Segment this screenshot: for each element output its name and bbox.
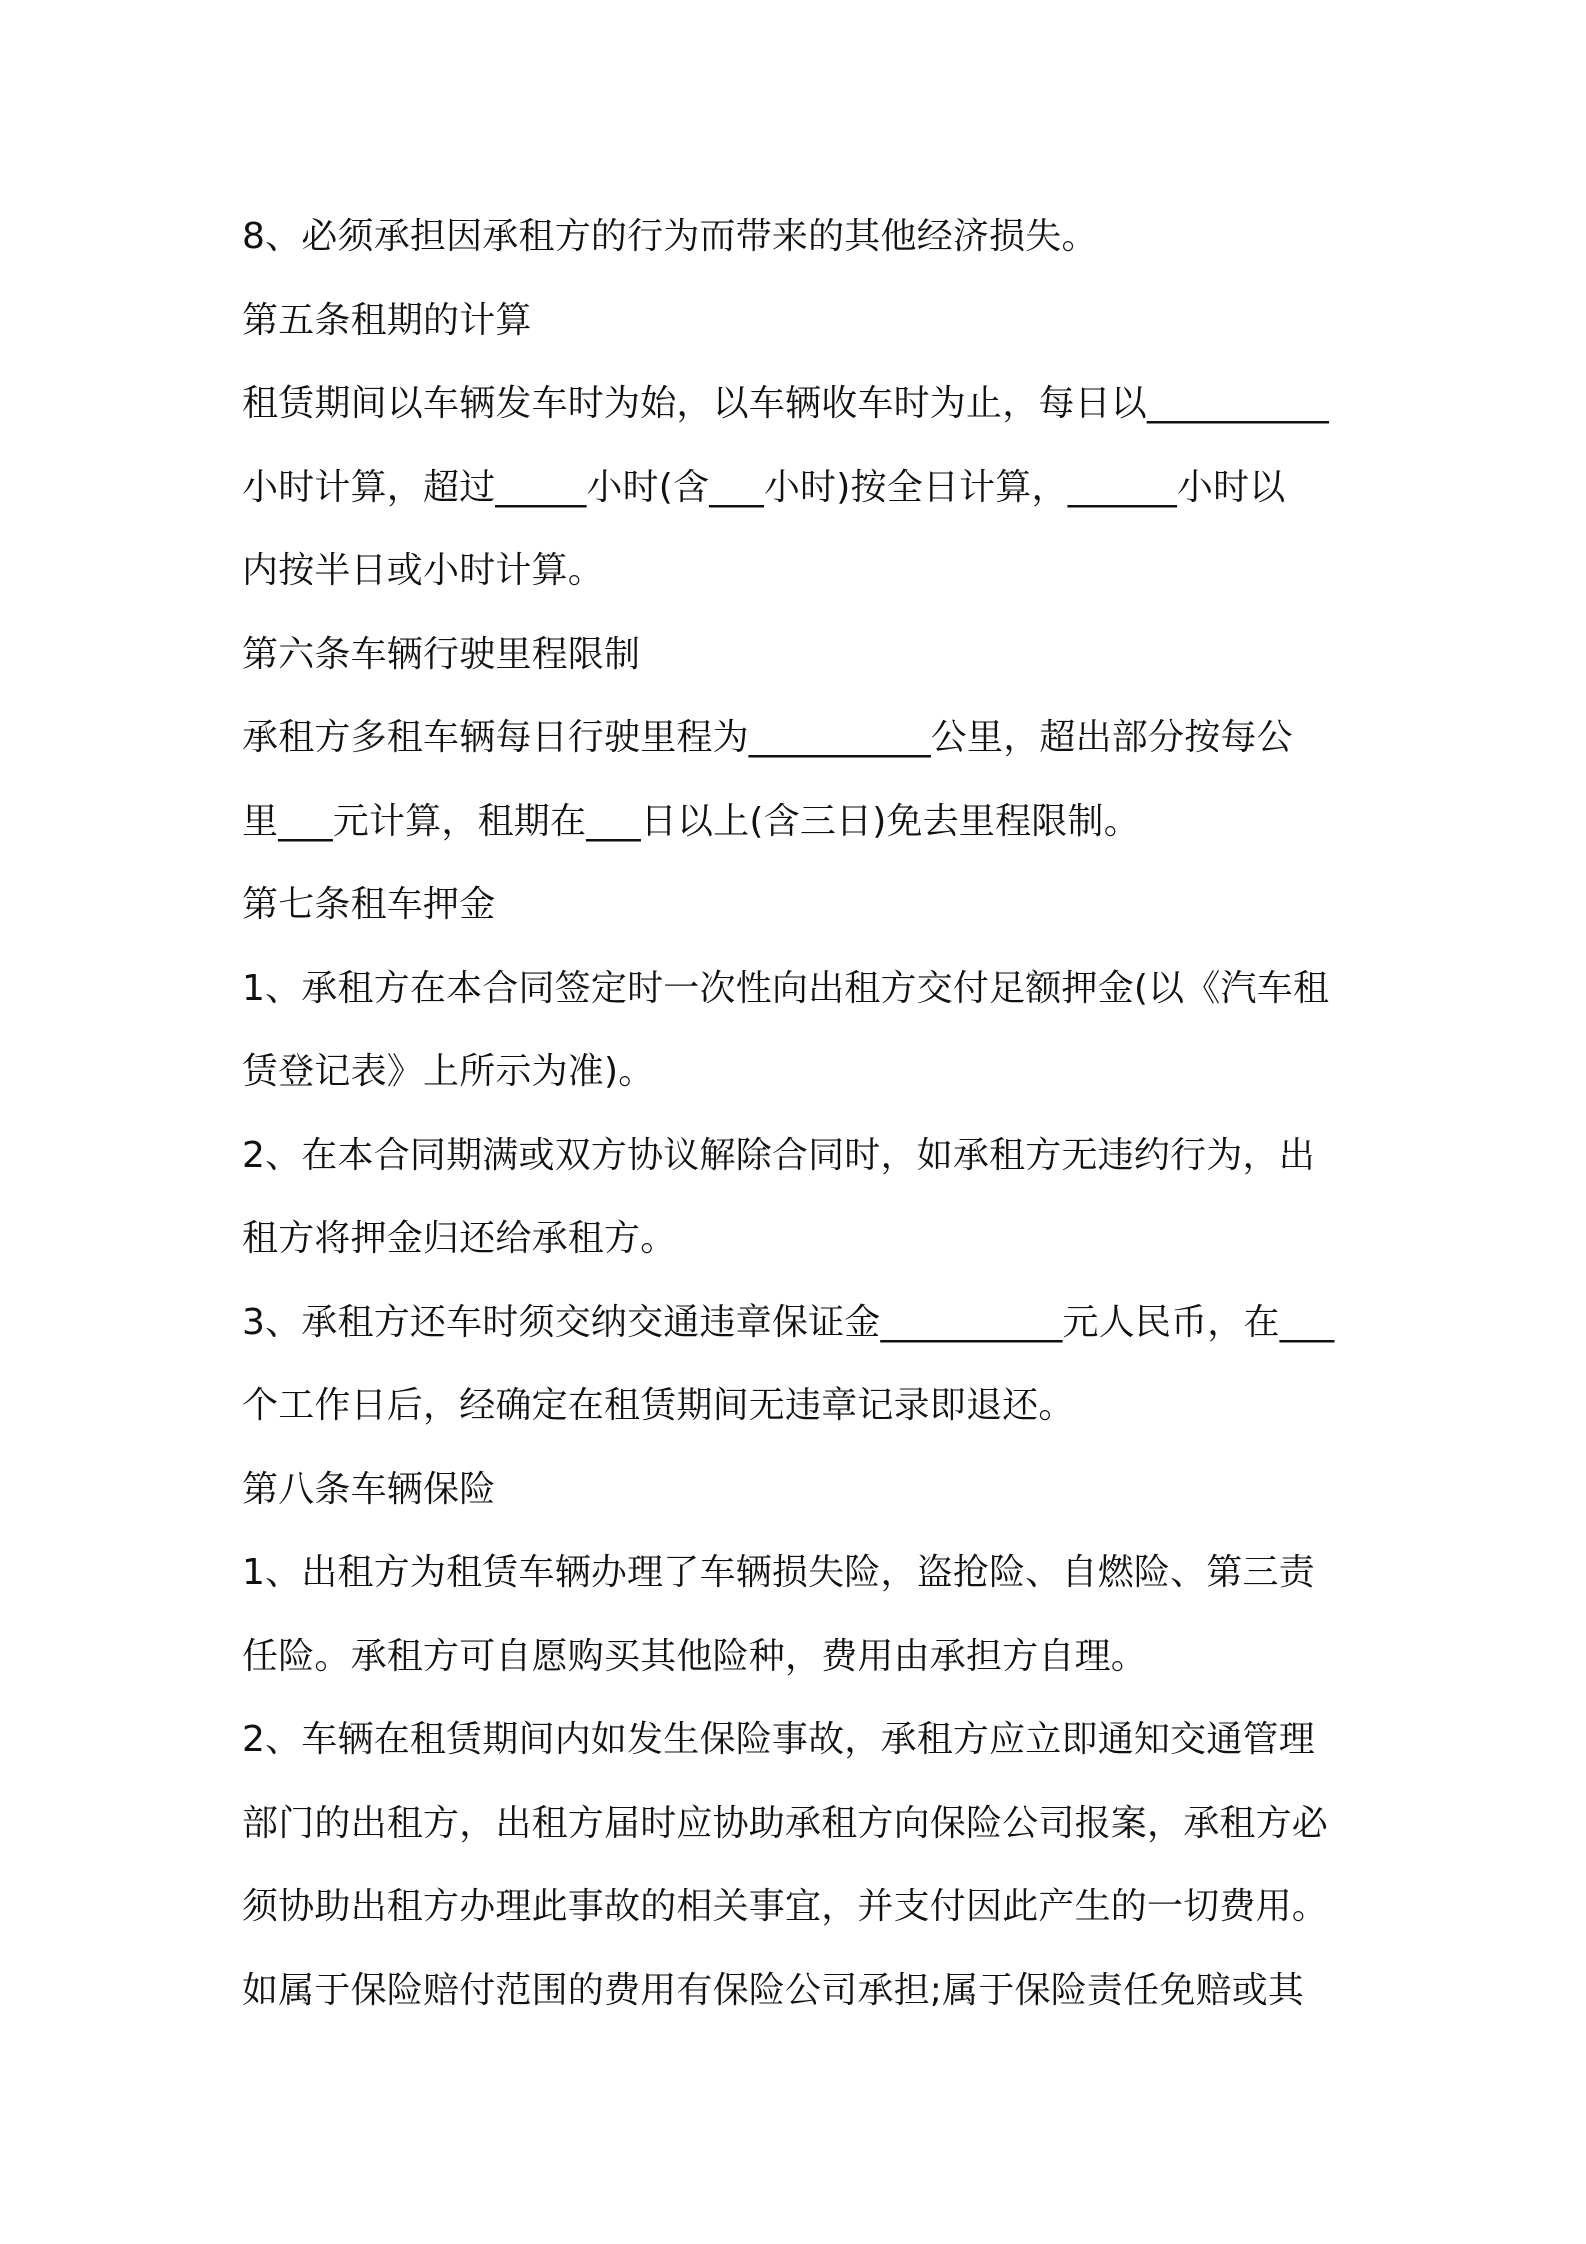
text-line: 任险。承租方可自愿购买其他险种，费用由承担方自理。 <box>242 1635 1148 1677</box>
section-heading: 第七条租车押金 <box>242 884 496 925</box>
section-heading: 第八条车辆保险 <box>242 1468 496 1510</box>
text-line: 8、必须承担因承租方的行为而带来的其他经济损失。 <box>242 216 1098 257</box>
text-line: 1、出租方为租赁车辆办理了车辆损失险，盗抢险、自燃险、第三责 <box>242 1552 1315 1593</box>
section-heading: 第五条租期的计算 <box>242 299 532 341</box>
text-line: 里___元计算，租期在___日以上(含三日)免去里程限制。 <box>242 800 1140 842</box>
text-line: 部门的出租方，出租方届时应协助承租方向保险公司报案，承租方必 <box>242 1802 1329 1844</box>
text-line: 内按半日或小时计算。 <box>242 550 605 591</box>
text-line: 个工作日后，经确定在租赁期间无违章记录即退还。 <box>242 1385 1075 1426</box>
text-line: 1、承租方在本合同签定时一次性向出租方交付足额押金(以《汽车租 <box>242 967 1330 1009</box>
text-line: 2、在本合同期满或双方协议解除合同时，如承租方无违约行为，出 <box>242 1134 1315 1176</box>
text-line: 租赁期间以车辆发车时为始，以车辆收车时为止，每日以__________ <box>242 383 1330 424</box>
document-body <box>242 195 1362 2032</box>
text-line: 须协助出租方办理此事故的相关事宜，并支付因此产生的一切费用。 <box>242 1886 1329 1927</box>
text-line: 2、车辆在租赁期间内如发生保险事故，承租方应立即通知交通管理 <box>242 1719 1315 1760</box>
text-line: 赁登记表》上所示为准)。 <box>242 1051 655 1092</box>
text-line: 租方将押金归还给承租方。 <box>242 1218 677 1259</box>
text-line: 小时计算，超过_____小时(含___小时)按全日计算，______小时以 <box>242 466 1286 508</box>
text-line: 3、承租方还车时须交纳交通违章保证金__________元人民币，在___ <box>242 1301 1335 1343</box>
text-line: 承租方多租车辆每日行驶里程为__________公里，超出部分按每公 <box>242 717 1293 758</box>
section-heading: 第六条车辆行驶里程限制 <box>242 633 641 675</box>
text-line: 如属于保险赔付范围的费用有保险公司承担;属于保险责任免赔或其 <box>242 1969 1305 2011</box>
